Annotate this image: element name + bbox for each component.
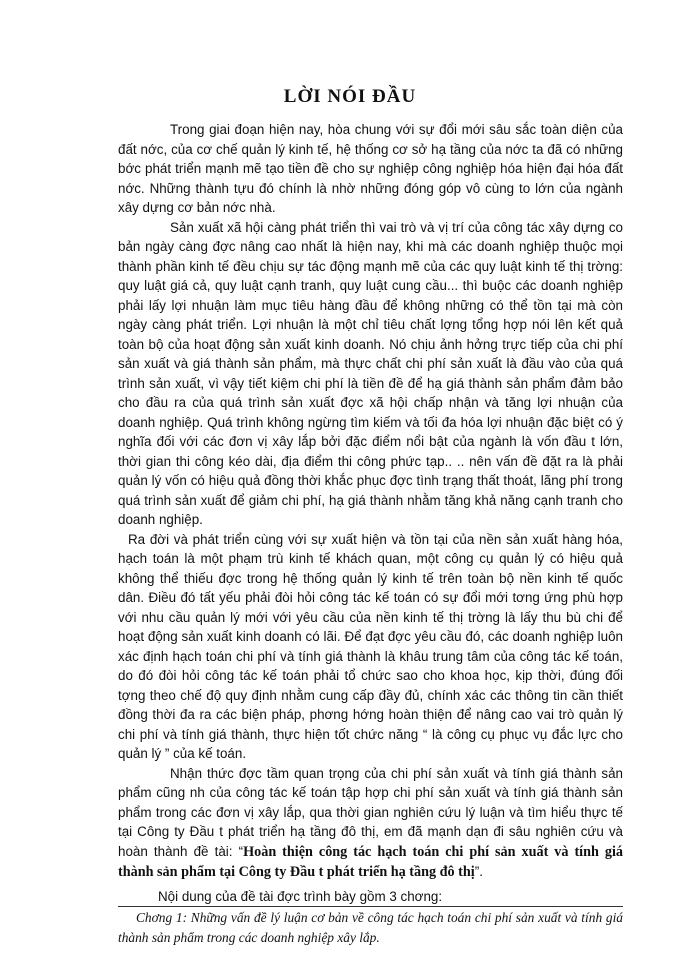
paragraph-topic-text: Nhận thức đợc tầm quan trọng của chi phí sản xuất và tính giá thành sản phẩm cũng nh của công tác kế toán tập hợp chi phí sản xuất và tính giá thành sản phẩm trong các đơn vị xây lắp, qua thời gian nghiên cứu lý luận và tìm hiểu thực tế tại Công ty Đầu t phát triển hạ tầng đô thị, em đã mạnh dạn đi sâu nghiên cứu và hoàn thành đề tài: “ — [118, 765, 623, 859]
contents-intro: Nội dung của đề tài đợc trình bày gồm 3 chơng: — [158, 888, 443, 904]
document-body — [118, 120, 623, 947]
paragraph-topic — [118, 764, 623, 883]
page-title: LỜI NÓI ĐẦU — [283, 86, 417, 107]
chapter-1: Chơng 1: Những vấn đề lý luận cơ bản về công tác hạch toán chi phí sản xuất và tính giá thành sản phẩm trong các doanh nghiệp xây lắp. — [118, 910, 623, 945]
thesis-title: Hoàn thiện công tác hạch toán chi phí sản xuất và tính giá thành sản phẩm tại Công ty Đầu t phát triển hạ tầng đô thị — [118, 843, 623, 880]
paragraph-accounting: Ra đời và phát triển cùng với sự xuất hiện và tồn tại của nền sản xuất hàng hóa, hạch toán là một phạm trù kinh tế khách quan, một công cụ quản lý có hiệu quả không thể thiếu đợc trong hệ thống quản lý kinh tế trên toàn bộ nền kinh tế quốc dân. Điều đó tất yếu phải đòi hỏi công tác kế toán có sự đổi mới tơng ứng phù hợp với nhu cầu quản lý mới với yêu cầu của nền kinh tế thị trờng là lấy thu bù chi để hoạt động sản xuất kinh doanh có lãi. Để đạt đợc yêu cầu đó, các doanh nghiệp luôn xác định hạch toán chi phí và tính giá thành là khâu trung tâm của công tác kế toán, do đó đòi hỏi công tác kế toán phải tổ chức sao cho khoa học, kịp thời, đúng đối tợng theo chế độ quy định nhằm cung cấp đầy đủ, chính xác các thông tin cần thiết đồng thời đa ra các biện pháp, phơng hớng hoàn thiện để nâng cao vai trò quản lý chi phí và tính giá thành, thực hiện tốt chức năng “ là công cụ phục vụ đắc lực cho quản lý ” của kế toán. — [118, 531, 623, 761]
paragraph-intro: Trong giai đoạn hiện nay, hòa chung với sự đổi mới sâu sắc toàn diện của đất nớc, của cơ chế quản lý kinh tế, hệ thống cơ sở hạ tầng của nớc ta đã có những bớc phát triển mạnh mẽ tạo tiền đề cho sự nghiệp công nghiệp hóa hiện đại hóa đất nớc. Những thành tựu đó chính là nhờ những đóng góp vô cùng to lớn của ngành xây dựng cơ bản nớc nhà. — [118, 122, 623, 215]
thesis-title-close: ”. — [474, 864, 483, 879]
paragraph-production: Sản xuất xã hội càng phát triển thì vai trò và vị trí của công tác xây dựng co bản ngày càng đợc nâng cao nhất là hiện nay, khi mà các doanh nghiệp thuộc mọi thành phần kinh tế đều chịu sự tác động mạnh mẽ của các quy luật kinh tế thị trờng: quy luật giá cả, quy luật cạnh tranh, quy luật cung cầu... thì buộc các doanh nghiệp phải lấy lợi nhuận làm mục tiêu hàng đầu để không những có thể tồn tại mà còn ngày càng phát triển. Lợi nhuận là một chỉ tiêu chất lợng tổng hợp nói lên kết quả toàn bộ của hoạt động sản xuất kinh doanh. Nó chịu ảnh hởng trực tiếp của chi phí sản xuất và giá thành sản phẩm, mà thực chất chi phí sản xuất là đầu vào của quá trình sản xuất, vì vậy tiết kiệm chi phí là tiền đề để hạ giá thành sản phẩm đảm bảo cho đầu ra của quá trình sản xuất đợc xã hội chấp nhận và tăng lợi nhuận của doanh nghiệp. Quá trình không ngừng tìm kiếm và tối đa hóa lợi nhuận đặc biệt có ý nghĩa đối với các đơn vị xây lắp bởi đặc điểm nổi bật của ngành là vốn đầu t lớn, thời gian thi công kéo dài, địa điểm thi công phức tạp.. .. nên vấn đề đặt ra là phải quản lý vốn có hiệu quả đồng thời khắc phục đợc tình trạng thất thoát, lãng phí trong quá trình sản xuất để giảm chi phí, hạ giá thành nhằm tăng khả năng cạnh tranh cho doanh nghiệp. — [118, 219, 623, 527]
footer-divider — [118, 906, 623, 907]
